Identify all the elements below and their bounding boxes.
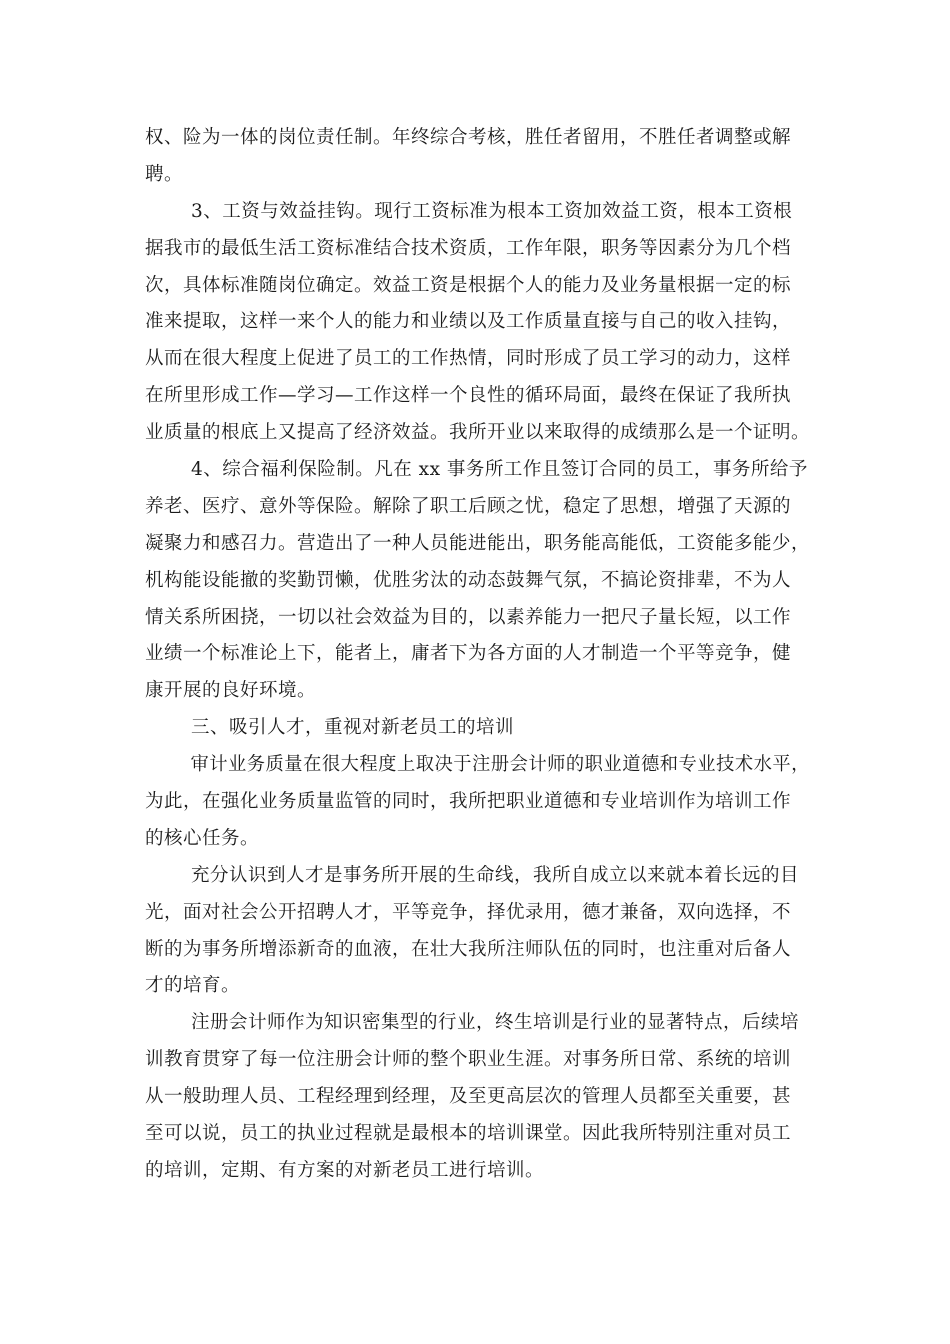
text-line: 4、综合福利保险制。凡在 xx 事务所工作且签订合同的员工，事务所给予: [191, 459, 808, 481]
text-line: 据我市的最低生活工资标准结合技术资质，工作年限，职务等因素分为几个档: [145, 237, 792, 259]
text-line: 的核心任务。: [145, 827, 260, 849]
text-line: 权、险为一体的岗位责任制。年终综合考核，胜任者留用，不胜任者调整或解: [145, 127, 792, 148]
document-body: [145, 120, 810, 1190]
text-line: 聘。: [145, 163, 184, 185]
text-line: 3、工资与效益挂钩。现行工资标准为根本工资加效益工资，根本工资根: [191, 200, 793, 222]
text-line: 至可以说，员工的执业过程就是最根本的培训课堂。因此我所特别注重对员工: [145, 1123, 792, 1145]
text-line: 情关系所困挠，一切以社会效益为目的，以素养能力一把尺子量长短，以工作: [145, 606, 792, 628]
text-line: 才的培育。: [145, 975, 241, 997]
text-line: 为此，在强化业务质量监管的同时，我所把职业道德和专业培训作为培训工作: [145, 791, 792, 813]
text-line: 三、吸引人才，重视对新老员工的培训: [191, 717, 515, 739]
text-line: 准来提取，这样一来个人的能力和业绩以及工作质量直接与自己的收入挂钩，: [145, 311, 792, 333]
text-line: 在所里形成工作—学习—工作这样一个良性的循环局面，最终在保证了我所执: [145, 385, 792, 407]
text-line: 从而在很大程度上促进了员工的工作热情，同时形成了员工学习的动力，这样: [145, 348, 792, 370]
text-line: 训教育贯穿了每一位注册会计师的整个职业生涯。对事务所日常、系统的培训: [145, 1049, 792, 1071]
text-line: 从一般助理人员、工程经理到经理，及至更高层次的管理人员都至关重要，甚: [145, 1086, 792, 1108]
text-line: 康开展的良好环境。: [145, 680, 317, 702]
text-line: 凝聚力和感召力。营造出了一种人员能进能出，职务能高能低，工资能多能少，: [145, 532, 811, 554]
text-line: 注册会计师作为知识密集型的行业，终生培训是行业的显著特点，后续培: [191, 1012, 800, 1034]
text-line: 光，面对社会公开招聘人才，平等竞争，择优录用，德才兼备，双向选择，不: [145, 901, 792, 923]
text-line: 业质量的根底上又提高了经济效益。我所开业以来取得的成绩那么是一个证明。: [145, 422, 811, 444]
text-line: 的培训，定期、有方案的对新老员工进行培训。: [145, 1159, 545, 1181]
text-line: 机构能设能撤的奖勤罚懒，优胜劣汰的动态鼓舞气氛，不搞论资排辈，不为人: [145, 569, 792, 591]
text-line: 业绩一个标准论上下，能者上，庸者下为各方面的人才制造一个平等竞争，健: [145, 643, 792, 665]
text-line: 断的为事务所增添新奇的血液，在壮大我所注师队伍的同时，也注重对后备人: [145, 938, 792, 960]
text-line: 养老、医疗、意外等保险。解除了职工后顾之忧，稳定了思想，增强了天源的: [145, 495, 792, 517]
text-line: 审计业务质量在很大程度上取决于注册会计师的职业道德和专业技术水平，: [190, 754, 810, 776]
text-line: 次，具体标准随岗位确定。效益工资是根据个人的能力及业务量根据一定的标: [145, 274, 792, 296]
text-line: 充分认识到人才是事务所开展的生命线，我所自成立以来就本着长远的目: [191, 864, 800, 886]
